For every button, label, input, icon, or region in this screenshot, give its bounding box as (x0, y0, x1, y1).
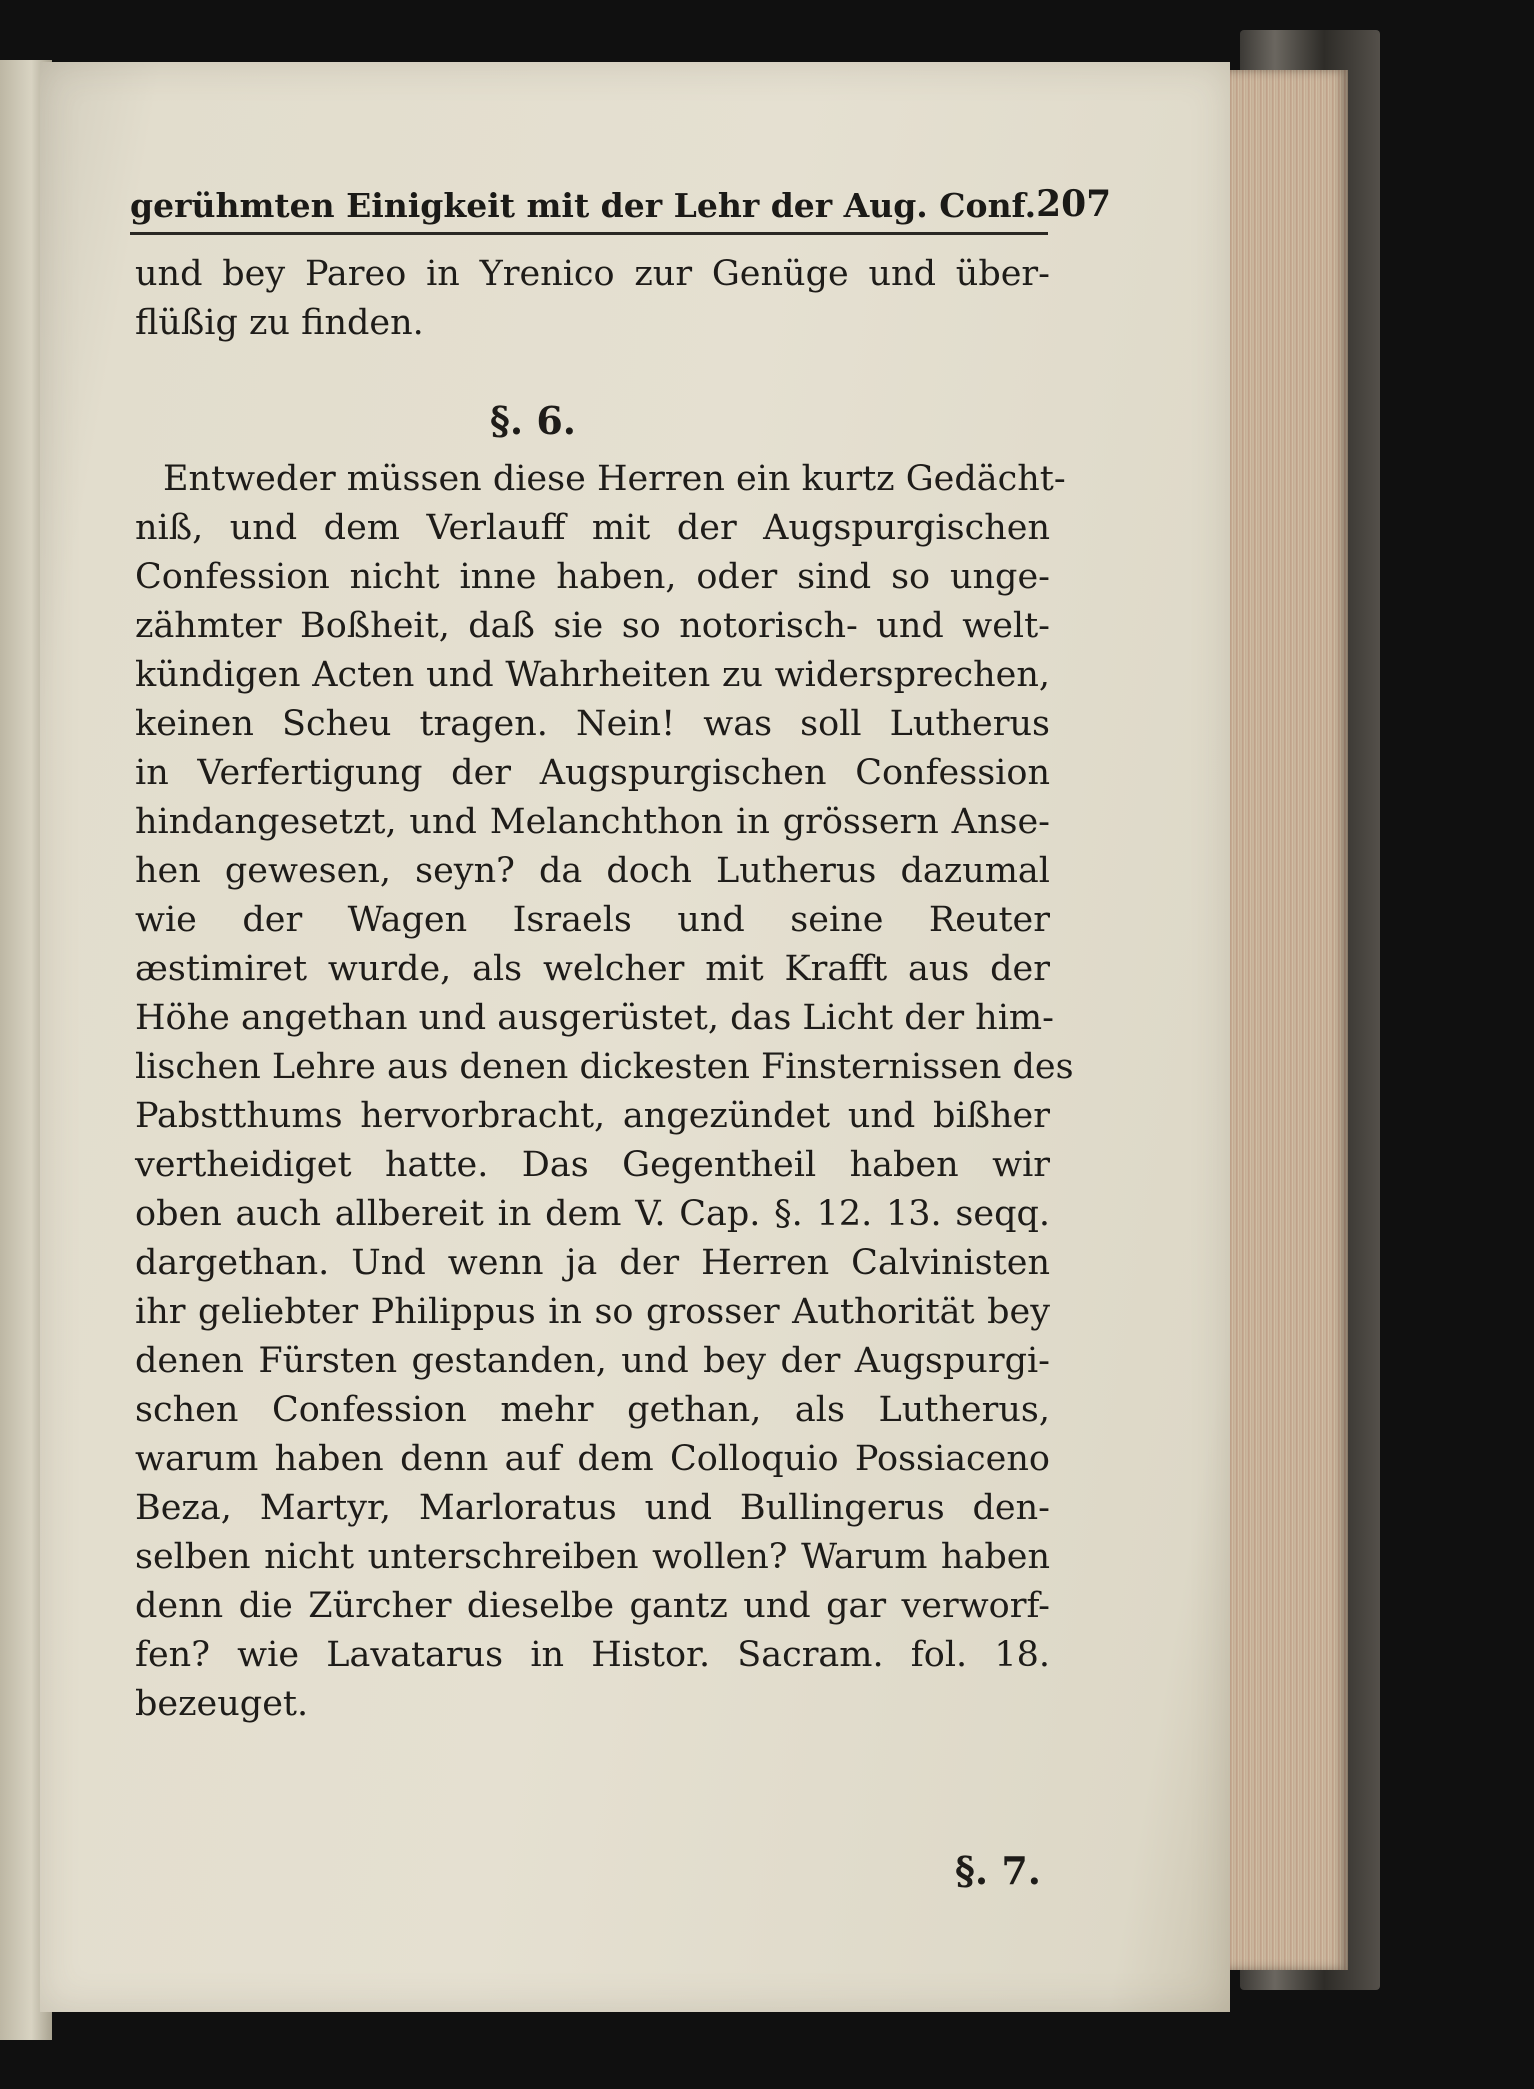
text-line: zähmter Boßheit, daß sie so notorisch- und welt- (135, 606, 1050, 646)
text-line: Höhe angethan und ausgerüstet, das Licht der him- (135, 998, 1054, 1038)
text-line: Beza, Martyr, Marloratus und Bullingerus den- (135, 1488, 1050, 1528)
page-header (130, 165, 1112, 225)
text-line: hen gewesen, seyn? da doch Lutherus dazumal (135, 851, 1050, 891)
text-line: Entweder müssen diese Herren ein kurtz Gedächt- (163, 459, 1066, 499)
page-number: 207 (1036, 183, 1112, 225)
text-line: denen Fürsten gestanden, und bey der Augspurgi- (135, 1341, 1050, 1381)
text-line: oben auch allbereit in dem V. Cap. §. 12. 13. seqq. (135, 1194, 1050, 1234)
text-line: und bey Pareo in Yrenico zur Genüge und über- (135, 254, 1050, 294)
header-rule (130, 232, 1048, 235)
text-line: ihr geliebter Philippus in so grosser Authorität bey (135, 1292, 1050, 1332)
text-line: bezeuget. (135, 1684, 309, 1724)
text-line: keinen Scheu tragen. Nein! was soll Lutherus (135, 704, 1050, 744)
text-line: niß, und dem Verlauff mit der Augspurgischen (135, 508, 1050, 548)
catchword: §. 7. (955, 1848, 1042, 1893)
text-line: vertheidiget hatte. Das Gegentheil haben wir (135, 1145, 1050, 1185)
text-line: warum haben denn auf dem Colloquio Possiaceno (135, 1439, 1050, 1479)
paragraph-section-6 (135, 455, 1074, 1729)
text-line: schen Confession mehr gethan, als Lutherus, (135, 1390, 1050, 1430)
text-line: Confession nicht inne haben, oder sind so unge- (135, 557, 1050, 597)
text-line: denn die Zürcher dieselbe gantz und gar verworf- (135, 1586, 1050, 1626)
text-line: selben nicht unterschreiben wollen? Warum haben (135, 1537, 1050, 1577)
text-line: wie der Wagen Israels und seine Reuter (135, 900, 1050, 940)
text-line: in Verfertigung der Augspurgischen Confession (135, 753, 1050, 793)
section-heading: §. 6. (490, 398, 577, 443)
page-edges (1228, 70, 1348, 1970)
text-line: dargethan. Und wenn ja der Herren Calvinisten (135, 1243, 1050, 1283)
text-line: hindangesetzt, und Melanchthon in grössern Anse- (135, 802, 1050, 842)
text-line: lischen Lehre aus denen dickesten Finsternissen des (135, 1047, 1074, 1087)
running-title: gerühmten Einigkeit mit der Lehr der Aug. Conf. (130, 186, 1037, 225)
text-line: fen? wie Lavatarus in Histor. Sacram. fol. 18. (135, 1635, 1050, 1675)
text-line: Pabstthums hervorbracht, angezündet und bißher (135, 1096, 1050, 1136)
paragraph-continuation (135, 250, 1050, 348)
text-line: kündigen Acten und Wahrheiten zu widersprechen, (135, 655, 1050, 695)
text-line: æstimiret wurde, als welcher mit Krafft aus der (135, 949, 1050, 989)
text-line: flüßig zu finden. (135, 303, 424, 343)
